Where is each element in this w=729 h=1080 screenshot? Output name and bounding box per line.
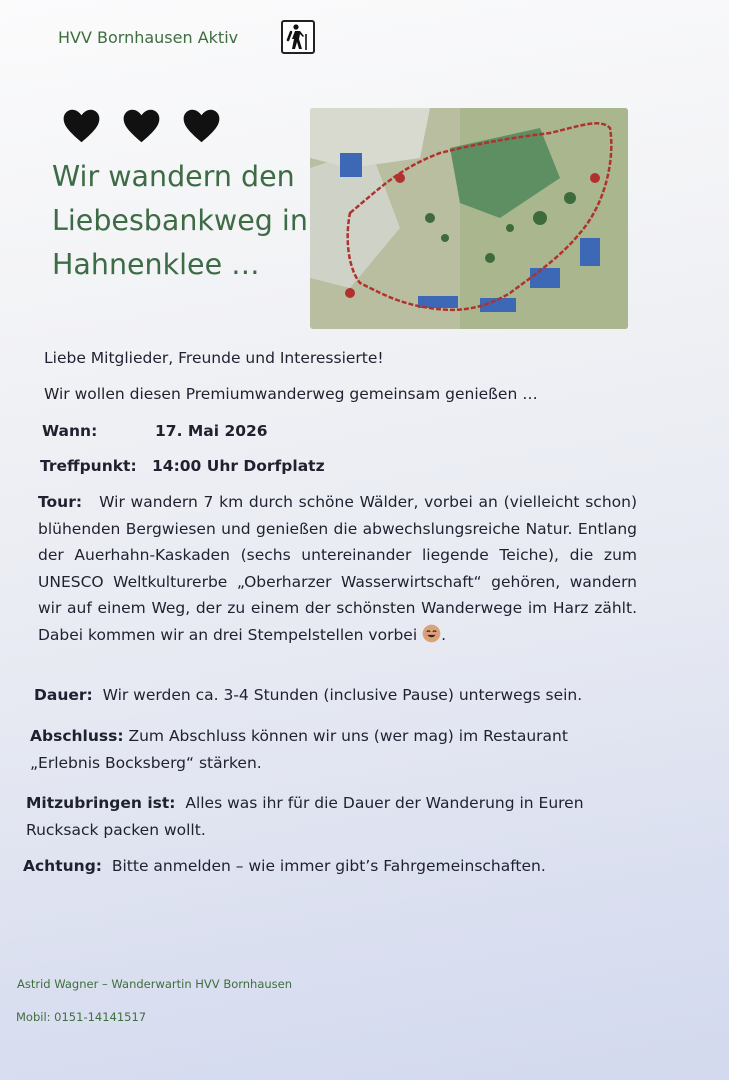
heart-icon	[122, 108, 161, 144]
closing-label: Abschluss:	[30, 727, 124, 745]
trail-map-image	[310, 108, 628, 329]
tour-label: Tour:	[38, 493, 83, 511]
intro-text: Wir wollen diesen Premiumwanderweg gemeinsam genießen …	[44, 385, 538, 403]
smiley-icon	[422, 624, 441, 643]
heart-icon	[62, 108, 101, 144]
duration-line	[34, 686, 582, 704]
when-value: 17. Mai 2026	[155, 422, 268, 440]
duration-text: Wir werden ca. 3-4 Stunden (inclusive Pause) unterwegs sein.	[102, 686, 583, 704]
when-label: Wann:	[42, 422, 98, 440]
org-name: HVV Bornhausen Aktiv	[58, 28, 239, 47]
closing-text: Zum Abschluss können wir uns (wer mag) im Restaurant „Erlebnis Bocksberg“ stärken.	[30, 727, 568, 772]
tour-end: .	[441, 625, 447, 644]
bring-label: Mitzubringen ist:	[26, 794, 176, 812]
bring-paragraph	[26, 790, 646, 843]
closing-paragraph	[30, 723, 640, 776]
footer-phone: Mobil: 0151-14141517	[16, 1010, 147, 1024]
meeting-value: 14:00 Uhr Dorfplatz	[152, 457, 325, 475]
meeting-label: Treffpunkt:	[40, 457, 137, 475]
attention-label: Achtung:	[23, 857, 102, 875]
page-title: Wir wandern den Liebesbankweg in Hahnenklee …	[52, 160, 308, 281]
duration-label: Dauer:	[34, 686, 93, 704]
footer-contact: Astrid Wagner – Wanderwartin HVV Bornhausen	[17, 977, 293, 991]
heart-icon	[182, 108, 221, 144]
tour-paragraph	[38, 489, 637, 648]
hearts-row	[62, 108, 221, 144]
tour-text: Wir wandern 7 km durch schöne Wälder, vorbei an (vielleicht schon) blühenden Bergwiesen und genießen die abwechslungsreiche Natur. Entlang der Auerhahn-Kaskaden (sechs untereinander liegende Teiche), die zum UNESCO Weltkulturerbe „Oberharzer Wasserwirtschaft“ gehören, wandern wir auf einem Weg, der zu einem der schönsten Wanderwege im Harz zählt. Dabei kommen wir an drei Stempelstellen vorbei	[38, 493, 637, 644]
bring-text: Alles was ihr für die Dauer der Wanderung in Euren Rucksack packen wollt.	[26, 794, 584, 839]
attention-line	[23, 857, 546, 875]
hiker-icon	[281, 20, 315, 54]
attention-text: Bitte anmelden – wie immer gibt’s Fahrgemeinschaften.	[111, 857, 546, 875]
greeting: Liebe Mitglieder, Freunde und Interessierte!	[44, 349, 384, 367]
